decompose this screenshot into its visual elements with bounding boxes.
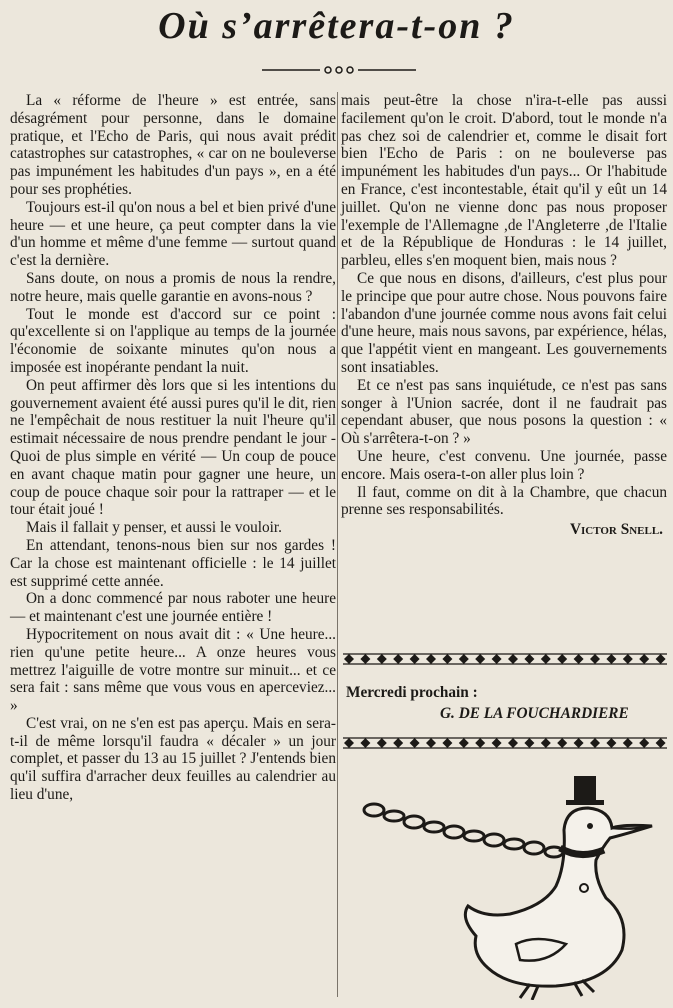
chained-duck-illustration (360, 768, 660, 1000)
diamond-ornament-icon (524, 654, 534, 664)
diamond-ornament-icon (442, 738, 452, 748)
diamond-ornament-icon (360, 738, 370, 748)
diamond-ornament-icon (393, 738, 403, 748)
diamond-ornament-icon (574, 738, 584, 748)
diamond-ornament-icon (377, 738, 387, 748)
paragraph: On peut affirmer dès lors que si les intentions du gouvernement avaient été aussi pures qu'il le dit, rien ne l'empêchait de nous restituer la nuit l'heure qu'il estimait nécessaire de nous prendre pendant le jour - Quoi de plus simple en vérité — Un coup de pouce en avant chaque matin pour gagner une heure, un coup de pouce chaque soir pour la rattraper — et le tour était joué ! (10, 376, 336, 519)
article-signature (341, 521, 667, 539)
diamond-ornament-icon (410, 738, 420, 748)
article-left-column (10, 92, 336, 804)
diamond-ornament-icon (590, 738, 600, 748)
diamond-ornament-icon (656, 654, 666, 664)
diamond-ornament-icon (475, 654, 485, 664)
diamond-ornament-icon (541, 654, 551, 664)
article-title: Où s’arrêtera-t-on ? (158, 5, 515, 47)
paragraph: Sans doute, on nous a promis de nous la rendre, notre heure, mais quelle garantie en avons-nous ? (10, 269, 336, 305)
diamond-border-icon (343, 734, 667, 752)
paragraph: En attendant, tenons-nous bien sur nos gardes ! Car la chose est maintenant officielle : le 14 juillet est supprimé cette année. (10, 536, 336, 590)
column-divider (337, 92, 338, 997)
diamond-ornament-icon (623, 738, 633, 748)
paragraph: La « réforme de l'heure » est entrée, sans désagrément pour personne, dans le domaine pratique, et l'Echo de Paris, qui nous avait prédit catastrophes sur catastrophes, « car on ne bouleverse pas impunément les habitudes d'un pays », en a été pour ses prophéties. (10, 92, 336, 198)
diamond-ornament-icon (606, 654, 616, 664)
paragraph: Une heure, c'est convenu. Une journée, passe encore. Mais osera-t-on aller plus loin ? (341, 447, 667, 483)
diamond-ornament-icon (508, 654, 518, 664)
diamond-ornament-icon (508, 738, 518, 748)
paragraph: On a donc commencé par nous raboter une heure — et maintenant c'est une journée entière ! (10, 590, 336, 626)
paragraph: Mais il fallait y penser, et aussi le vouloir. (26, 519, 282, 537)
diamond-ornament-icon (639, 654, 649, 664)
diamond-ornament-icon (606, 738, 616, 748)
diamond-border-icon (343, 650, 667, 668)
diamond-ornament-icon (426, 654, 436, 664)
diamond-ornament-icon (360, 654, 370, 664)
paragraph: Et ce n'est pas sans inquiétude, ce n'est pas sans songer à l'Union sacrée, dont il ne faudrait pas cependant abuser, que nous posons la question : « Où s'arrêtera-t-on ? » (341, 376, 667, 448)
diamond-ornament-icon (557, 654, 567, 664)
paragraph: Ce que nous en disons, d'ailleurs, c'est plus pour le principe que pour autre chose. Nous pouvons faire l'abandon d'une journée comme nous avons fait celui d'une heure, mais nous savons, par expérience, hélas, que l'appétit vient en mangeant. Les gouvernements sont insatiables. (341, 269, 667, 376)
paragraph: C'est vrai, on ne s'en est pas aperçu. Mais en sera-t-il de même lorsqu'il faudra « décaler » un jour complet, et passer du 13 au 15 juillet ? J'entends bien qu'il suffira d'arracher deux feuilles au calendrier au lieu d'une, (10, 714, 336, 804)
paragraph: Tout le monde est d'accord sur ce point : qu'excellente si on l'applique au temps de la journée l'économie de soixante minutes qu'on nous a imposée est inopérante pendant la nuit. (10, 305, 336, 376)
diamond-ornament-icon (639, 738, 649, 748)
diamond-ornament-icon (590, 654, 600, 664)
paragraph: Hypocritement on nous avait dit : « Une heure... rien qu'une petite heure... A onze heures vous mettrez l'aiguille de votre montre sur minuit... et ce sera fait : sans même que vous vous en aperceviez... » (10, 625, 336, 715)
diamond-ornament-icon (475, 738, 485, 748)
next-week-label: Mercredi prochain : (346, 684, 478, 701)
next-week-author: G. DE LA FOUCHARDIERE (440, 705, 629, 722)
paragraph: Il faut, comme on dit à la Chambre, que chacun prenne ses responsabilités. (341, 483, 667, 519)
diamond-ornament-icon (459, 654, 469, 664)
paragraph: Toujours est-il qu'on nous a bel et bien privé d'une heure — et une heure, ça peut compter dans la vie d'un homme et même d'une femme — surtout quand c'est la dernière. (10, 198, 336, 270)
diamond-ornament-icon (459, 738, 469, 748)
diamond-ornament-icon (557, 738, 567, 748)
diamond-ornament-icon (344, 654, 354, 664)
diamond-ornament-icon (541, 738, 551, 748)
paragraph: mais peut-être la chose n'ira-t-elle pas aussi facilement qu'on le croit. D'abord, tout le monde n'a pas chez soi de calendrier et, comme le disait fort bien l'Echo de Paris : on ne bouleverse pas impunément les habitudes d'un pays... Or l'habitude en France, c'est incontestable, était qu'il y eût un 14 juillet. Qu'on ne vienne donc pas nous proposer l'exemple de l'Allemagne ,de l'Angleterre ,de l'Italie et de la République de Honduras : le 14 juillet, parbleu, elles s'en moquent bien, mais nous ? (341, 92, 667, 270)
signature-text: Victor Snell. (569, 521, 663, 539)
diamond-ornament-icon (656, 738, 666, 748)
diamond-ornament-icon (492, 738, 502, 748)
diamond-ornament-icon (393, 654, 403, 664)
diamond-ornament-icon (410, 654, 420, 664)
diamond-ornament-icon (623, 654, 633, 664)
title-ornament-icon (262, 63, 416, 77)
diamond-ornament-icon (524, 738, 534, 748)
diamond-ornament-icon (426, 738, 436, 748)
diamond-ornament-icon (377, 654, 387, 664)
article-right-column (341, 92, 667, 539)
diamond-ornament-icon (442, 654, 452, 664)
diamond-ornament-icon (574, 654, 584, 664)
diamond-ornament-icon (344, 738, 354, 748)
diamond-ornament-icon (492, 654, 502, 664)
